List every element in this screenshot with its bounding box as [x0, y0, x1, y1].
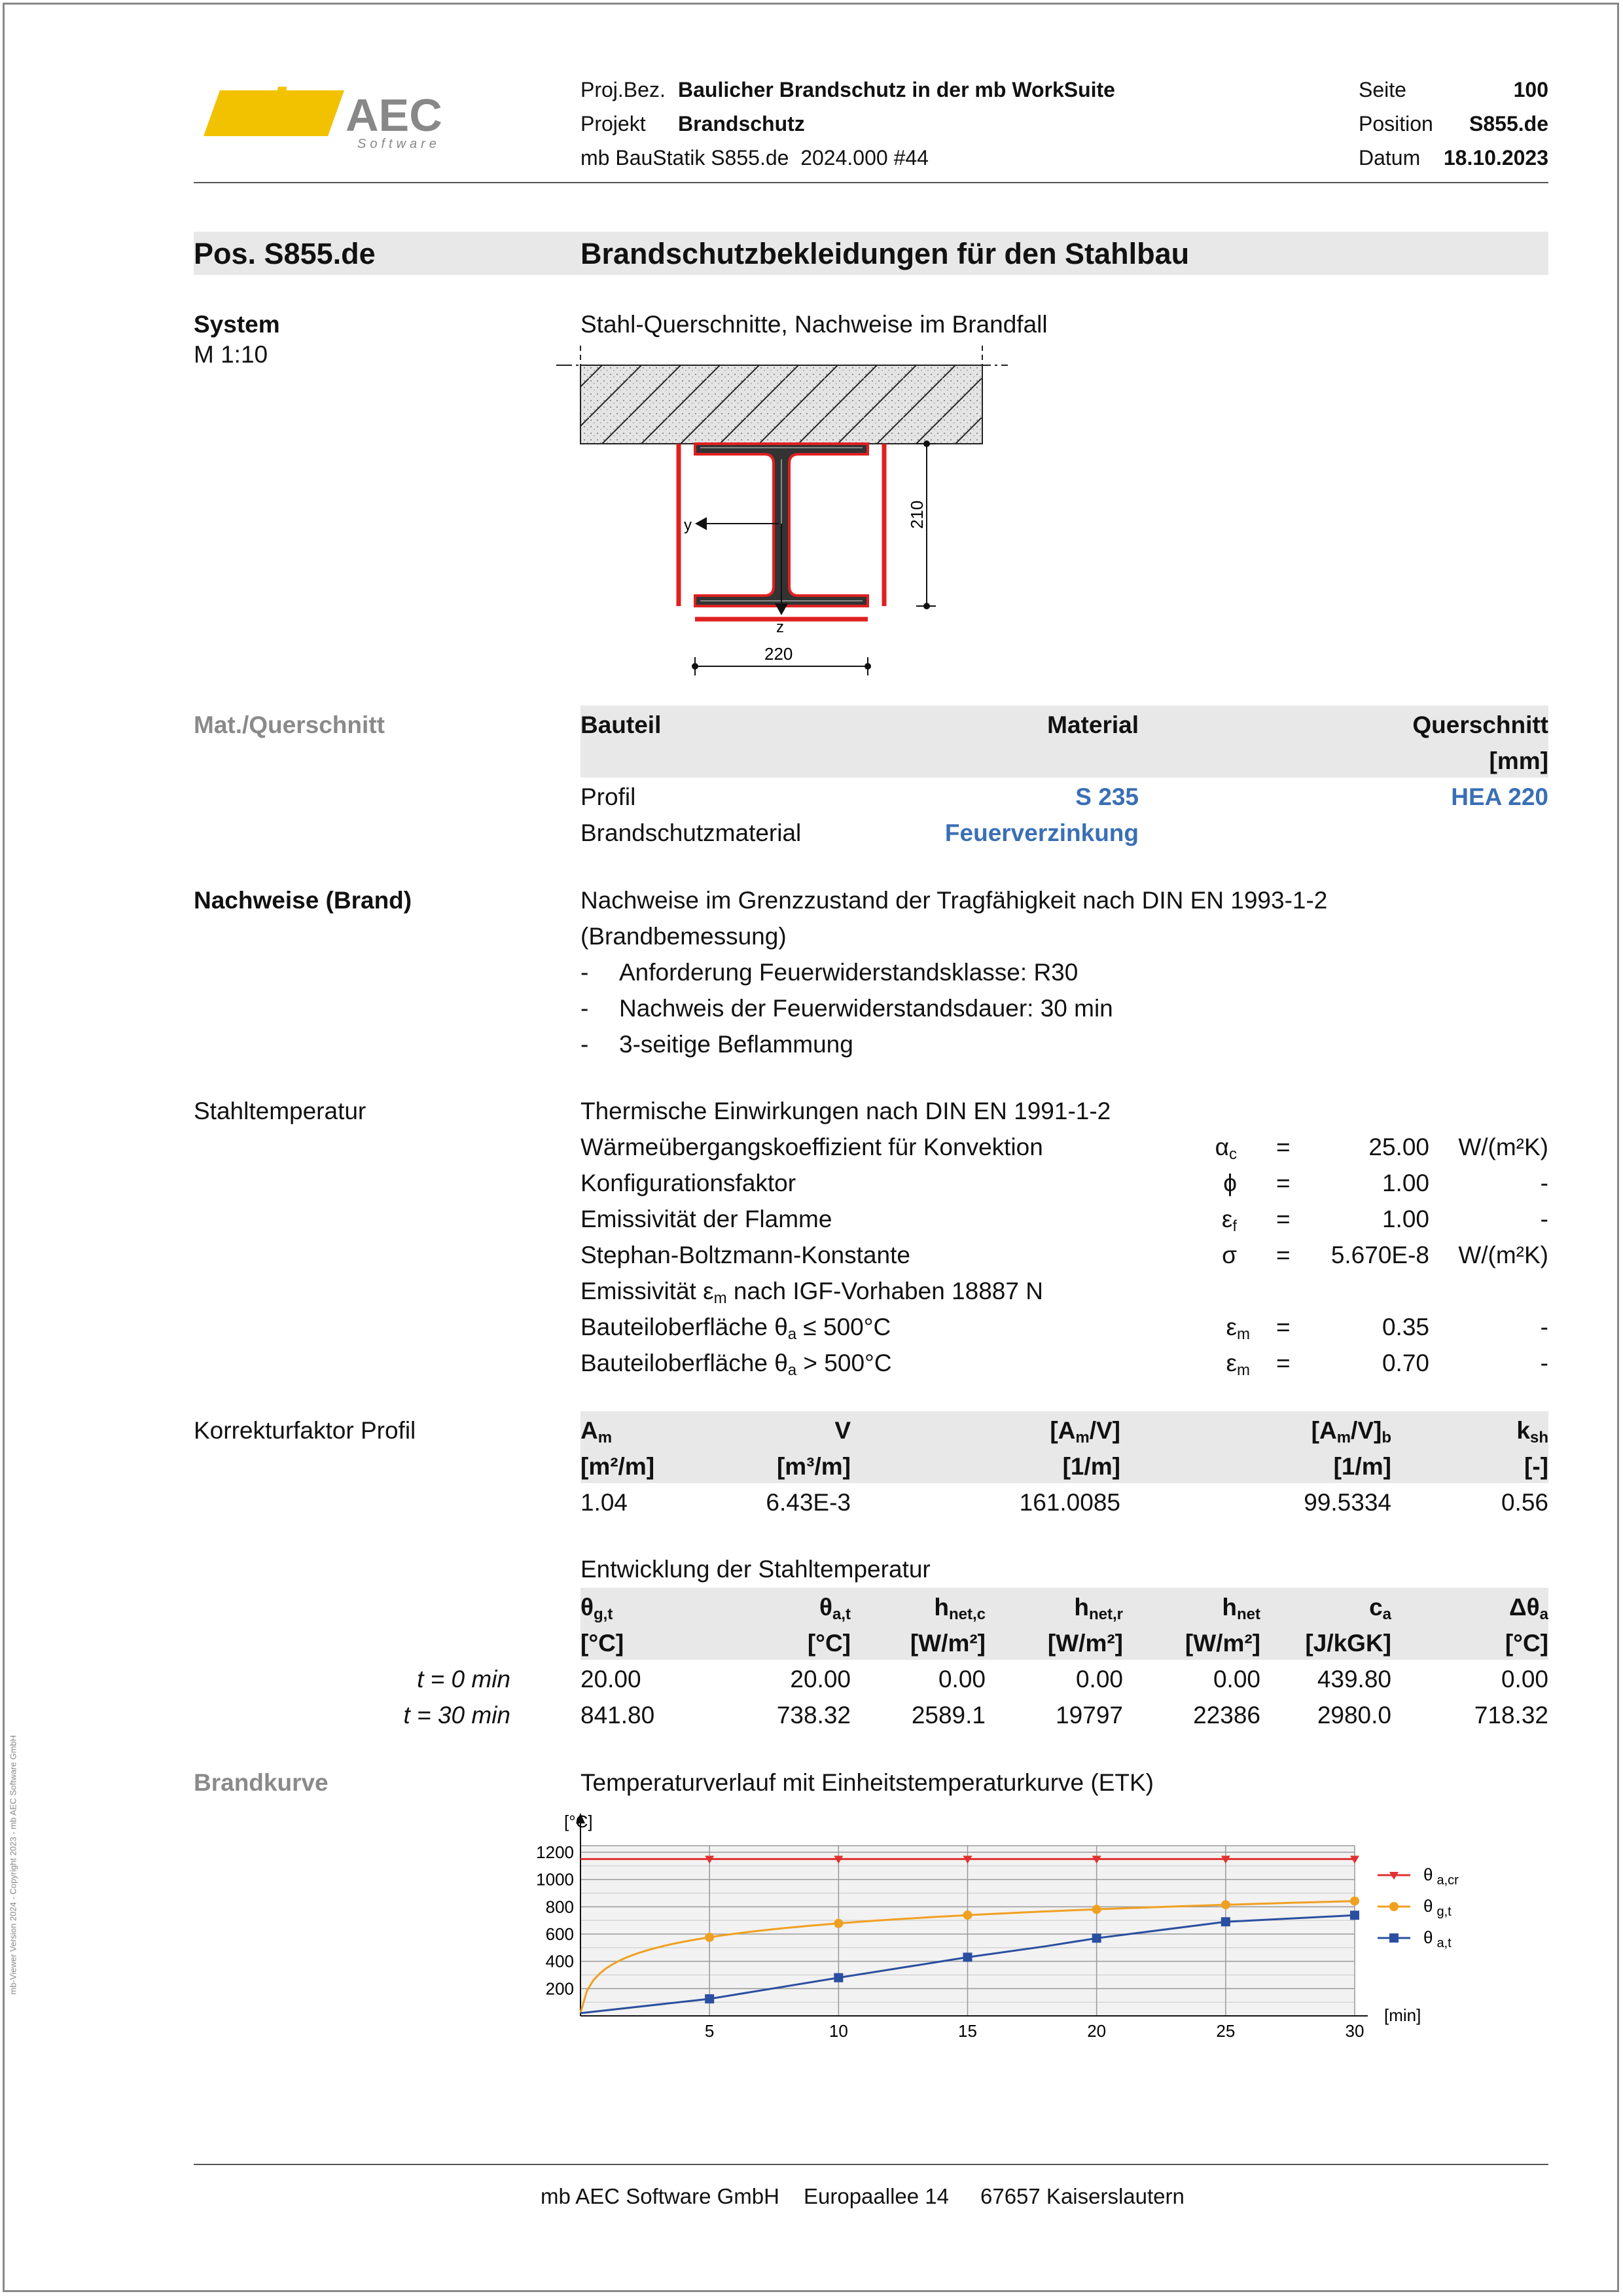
surface-text: Bauteiloberfläche $\theta_a > 500^\circ C$: [580, 1350, 892, 1379]
footer-street: Europaallee 14: [804, 2184, 950, 2208]
entwicklung-header: $h_{net,c}$: [934, 1594, 986, 1623]
parameter-equals: =: [1276, 1170, 1291, 1196]
material-row-material: S 235: [1075, 783, 1139, 810]
entwicklung-value: 20.00: [790, 1666, 851, 1693]
entwicklung-value: 20.00: [580, 1666, 641, 1693]
datum-label: Datum: [1359, 146, 1421, 170]
x-tick-label: 30: [1345, 2021, 1364, 2041]
korrektur-value: 1.04: [580, 1489, 628, 1516]
material-row-bauteil: Brandschutzmaterial: [580, 819, 802, 846]
emissivity-note: Emissivität $\varepsilon_m$ nach IGF-Vorhaben 18887 N: [580, 1278, 1043, 1307]
entwicklung-unit: [°C]: [580, 1630, 624, 1657]
position-title: Pos. S855.de: [194, 237, 376, 270]
parameter-value: 1.00: [1382, 1170, 1429, 1196]
series-marker: [1092, 1933, 1101, 1943]
surface-value: 0.70: [1382, 1350, 1429, 1376]
korrektur-unit: [1/m]: [1333, 1453, 1391, 1480]
korrektur-unit: [-]: [1524, 1453, 1548, 1480]
material-row-material: Feuerverzinkung: [944, 819, 1139, 846]
korrektur-unit: [m³/m]: [776, 1453, 851, 1480]
seite-value: 100: [1513, 78, 1548, 101]
y-tick-label: 400: [545, 1951, 574, 1971]
korrektur-value: 99.5334: [1304, 1489, 1391, 1516]
parameter-unit: W/(m²K): [1458, 1134, 1548, 1160]
nachweise-bullet: Nachweis der Feuerwiderstandsdauer: 30 min: [619, 995, 1113, 1022]
legend-label: θ $_{g,t}$: [1423, 1896, 1452, 1919]
series-marker: [1221, 1917, 1230, 1926]
entwicklung-header: $h_{net}$: [1222, 1594, 1260, 1623]
time-step-label: t = 0 min: [417, 1666, 510, 1693]
y-tick-label: 200: [545, 1979, 574, 1999]
chart-canvas: [524, 1806, 1558, 2049]
svg-text:Software: Software: [357, 137, 440, 151]
position-label: Position: [1359, 112, 1433, 135]
stahltemp-label: Stahltemperatur: [194, 1098, 366, 1124]
copyright-side-note: mb-Viewer Version 2024 - Copyright 2023 - mb AEC Software GmbH: [8, 1735, 18, 1995]
korrektur-value: 161.0085: [1019, 1489, 1120, 1516]
temperature-chart: [524, 1806, 1558, 2049]
svg-text:220: 220: [764, 644, 793, 664]
parameter-text: Stephan-Boltzmann-Konstante: [580, 1242, 910, 1268]
nachweise-label: Nachweise (Brand): [194, 887, 412, 914]
y-tick-label: 1000: [536, 1869, 574, 1890]
parameter-symbol: $\varepsilon_f$: [1221, 1206, 1237, 1235]
entwicklung-unit: [J/kGK]: [1305, 1630, 1391, 1657]
footer-city: 67657 Kaiserslautern: [980, 2184, 1185, 2208]
material-col-unit: [mm]: [1489, 747, 1548, 774]
x-tick-label: 20: [1087, 2021, 1107, 2041]
footer-divider: [194, 2164, 1548, 2165]
korrektur-header: $[A_m/V]_b$: [1311, 1417, 1391, 1446]
surface-text: Bauteiloberfläche $\theta_a \le 500^\circ C$: [580, 1314, 891, 1343]
korrektur-header: $[A_m/V]$: [1050, 1417, 1120, 1446]
x-tick-label: 10: [829, 2021, 848, 2041]
parameter-symbol: $\alpha_c$: [1215, 1134, 1237, 1163]
y-axis-label: [°C]: [564, 1812, 593, 1831]
surface-value: 0.35: [1382, 1314, 1429, 1340]
system-label: System: [194, 311, 280, 338]
parameter-value: 25.00: [1368, 1134, 1429, 1160]
entwicklung-unit: [W/m²]: [910, 1630, 986, 1657]
material-col-material: Material: [1047, 711, 1139, 738]
parameter-text: Konfigurationsfaktor: [580, 1170, 796, 1196]
nachweise-line: (Brandbemessung): [580, 923, 787, 950]
entwicklung-caption: Entwicklung der Stahltemperatur: [580, 1556, 931, 1583]
surface-unit: -: [1540, 1314, 1548, 1340]
entwicklung-header: $\theta_{a,t}$: [819, 1594, 851, 1623]
entwicklung-value: 738.32: [776, 1702, 851, 1729]
material-label: Mat./Querschnitt: [194, 711, 385, 738]
entwicklung-value: 0.00: [1213, 1666, 1260, 1693]
seite-label: Seite: [1359, 78, 1406, 101]
korrektur-unit: [m²/m]: [580, 1453, 655, 1480]
x-tick-label: 5: [704, 2021, 715, 2041]
x-tick-label: 15: [958, 2021, 977, 2041]
parameter-equals: =: [1276, 1206, 1291, 1232]
series-marker: [1350, 1910, 1359, 1920]
bullet-dash: -: [580, 1031, 589, 1058]
series-marker: [963, 1952, 972, 1962]
entwicklung-value: 22386: [1193, 1702, 1260, 1729]
system-scale: M 1:10: [194, 341, 268, 368]
nachweise-bullet: Anforderung Feuerwiderstandsklasse: R30: [619, 959, 1079, 986]
entwicklung-value: 718.32: [1474, 1702, 1548, 1729]
svg-text:y: y: [684, 516, 692, 534]
parameter-equals: =: [1276, 1134, 1291, 1160]
korrektur-unit: [1/m]: [1062, 1453, 1120, 1480]
entwicklung-value: 2980.0: [1317, 1702, 1391, 1729]
entwicklung-header: $h_{net,r}$: [1074, 1594, 1123, 1623]
program-version: mb BauStatik S855.de 2024.000 #44: [580, 146, 929, 170]
korrektur-value: 6.43E-3: [766, 1489, 851, 1516]
parameter-symbol: σ: [1222, 1242, 1237, 1268]
nachweise-line: Nachweise im Grenzzustand der Tragfähigkeit nach DIN EN 1993-1-2: [580, 887, 1328, 914]
svg-text:210: 210: [907, 500, 927, 529]
series-marker: [963, 1910, 972, 1920]
korrektur-label: Korrekturfaktor Profil: [194, 1417, 416, 1444]
projbez-label: Proj.Bez.: [580, 78, 666, 101]
entwicklung-header: $c_a$: [1369, 1594, 1391, 1623]
svg-text:z: z: [776, 619, 784, 636]
brandkurve-caption: Temperaturverlauf mit Einheitstemperaturkurve (ETK): [580, 1769, 1154, 1796]
korrektur-header: V: [834, 1417, 851, 1444]
svg-text:AEC: AEC: [346, 90, 442, 141]
series-marker: [1350, 1897, 1359, 1906]
legend-marker: [1389, 1933, 1399, 1943]
entwicklung-unit: [°C]: [807, 1630, 851, 1657]
entwicklung-unit: [W/m²]: [1047, 1630, 1123, 1657]
parameter-unit: W/(m²K): [1458, 1242, 1548, 1268]
series-marker: [834, 1919, 843, 1928]
nachweise-bullet: 3-seitige Beflammung: [619, 1031, 853, 1058]
korrektur-header: $A_m$: [580, 1417, 613, 1446]
surface-equals: =: [1276, 1314, 1291, 1340]
surface-symbol: $\varepsilon_m$: [1226, 1314, 1250, 1343]
series-marker: [705, 1933, 714, 1942]
x-axis-label: [min]: [1384, 2005, 1421, 2025]
cross-section-drawing: [550, 339, 1021, 679]
entwicklung-value: 0.00: [938, 1666, 986, 1693]
parameter-unit: -: [1540, 1170, 1548, 1196]
system-caption: Stahl-Querschnitte, Nachweise im Brandfall: [580, 311, 1048, 338]
entwicklung-value: 439.80: [1317, 1666, 1391, 1693]
korrektur-value: 0.56: [1501, 1489, 1548, 1516]
korrektur-header: $k_{sh}$: [1516, 1417, 1548, 1446]
material-col-bauteil: Bauteil: [580, 711, 662, 738]
parameter-value: 5.670E-8: [1330, 1242, 1429, 1268]
entwicklung-value: 0.00: [1501, 1666, 1548, 1693]
parameter-value: 1.00: [1382, 1206, 1429, 1232]
footer-company: mb AEC Software GmbH: [541, 2184, 779, 2208]
y-tick-label: 600: [545, 1924, 574, 1944]
series-marker: [834, 1973, 843, 1982]
series-marker: [1092, 1905, 1101, 1914]
brandkurve-label: Brandkurve: [194, 1769, 329, 1796]
position-value: S855.de: [1469, 112, 1548, 135]
projekt-value: Brandschutz: [678, 112, 805, 135]
x-tick-label: 25: [1216, 2021, 1236, 2041]
material-col-querschnitt: Querschnitt: [1412, 711, 1548, 738]
series-marker: [1221, 1900, 1230, 1909]
surface-equals: =: [1276, 1350, 1291, 1376]
bullet-dash: -: [580, 959, 589, 986]
legend-label: θ $_{a,t}$: [1423, 1928, 1452, 1950]
material-row-querschnitt: HEA 220: [1451, 783, 1548, 810]
projbez-value: Baulicher Brandschutz in der mb WorkSuite: [678, 78, 1115, 101]
entwicklung-value: 841.80: [580, 1702, 655, 1729]
material-row-bauteil: Profil: [580, 783, 636, 810]
datum-value: 18.10.2023: [1443, 146, 1548, 170]
parameter-symbol: ϕ: [1223, 1170, 1237, 1196]
surface-symbol: $\varepsilon_m$: [1226, 1350, 1250, 1379]
y-tick-label: 1200: [536, 1842, 574, 1862]
parameter-text: Emissivität der Flamme: [580, 1206, 832, 1232]
parameter-text: Wärmeübergangskoeffizient für Konvektion: [580, 1134, 1043, 1160]
legend-label: θ $_{a,cr}$: [1423, 1865, 1459, 1888]
series-marker: [705, 1994, 714, 2003]
stahltemp-intro: Thermische Einwirkungen nach DIN EN 1991-1-2: [580, 1098, 1111, 1124]
svg-text:mb: mb: [211, 75, 307, 147]
entwicklung-value: 2589.1: [911, 1702, 986, 1729]
entwicklung-value: 0.00: [1075, 1666, 1123, 1693]
entwicklung-header: $\theta_{g,t}$: [580, 1594, 613, 1623]
company-logo: [194, 58, 469, 156]
entwicklung-unit: [°C]: [1505, 1630, 1548, 1657]
bullet-dash: -: [580, 995, 589, 1022]
entwicklung-header: $\Delta\theta_a$: [1509, 1594, 1548, 1623]
legend-marker: [1389, 1902, 1399, 1911]
time-step-label: t = 30 min: [403, 1702, 510, 1729]
entwicklung-unit: [W/m²]: [1185, 1630, 1260, 1657]
header-divider: [194, 182, 1548, 183]
section-title: Brandschutzbekleidungen für den Stahlbau: [580, 237, 1190, 270]
projekt-label: Projekt: [580, 112, 646, 135]
surface-unit: -: [1540, 1350, 1548, 1376]
parameter-equals: =: [1276, 1242, 1291, 1268]
parameter-unit: -: [1540, 1206, 1548, 1232]
entwicklung-value: 19797: [1056, 1702, 1123, 1729]
y-tick-label: 800: [545, 1897, 574, 1917]
